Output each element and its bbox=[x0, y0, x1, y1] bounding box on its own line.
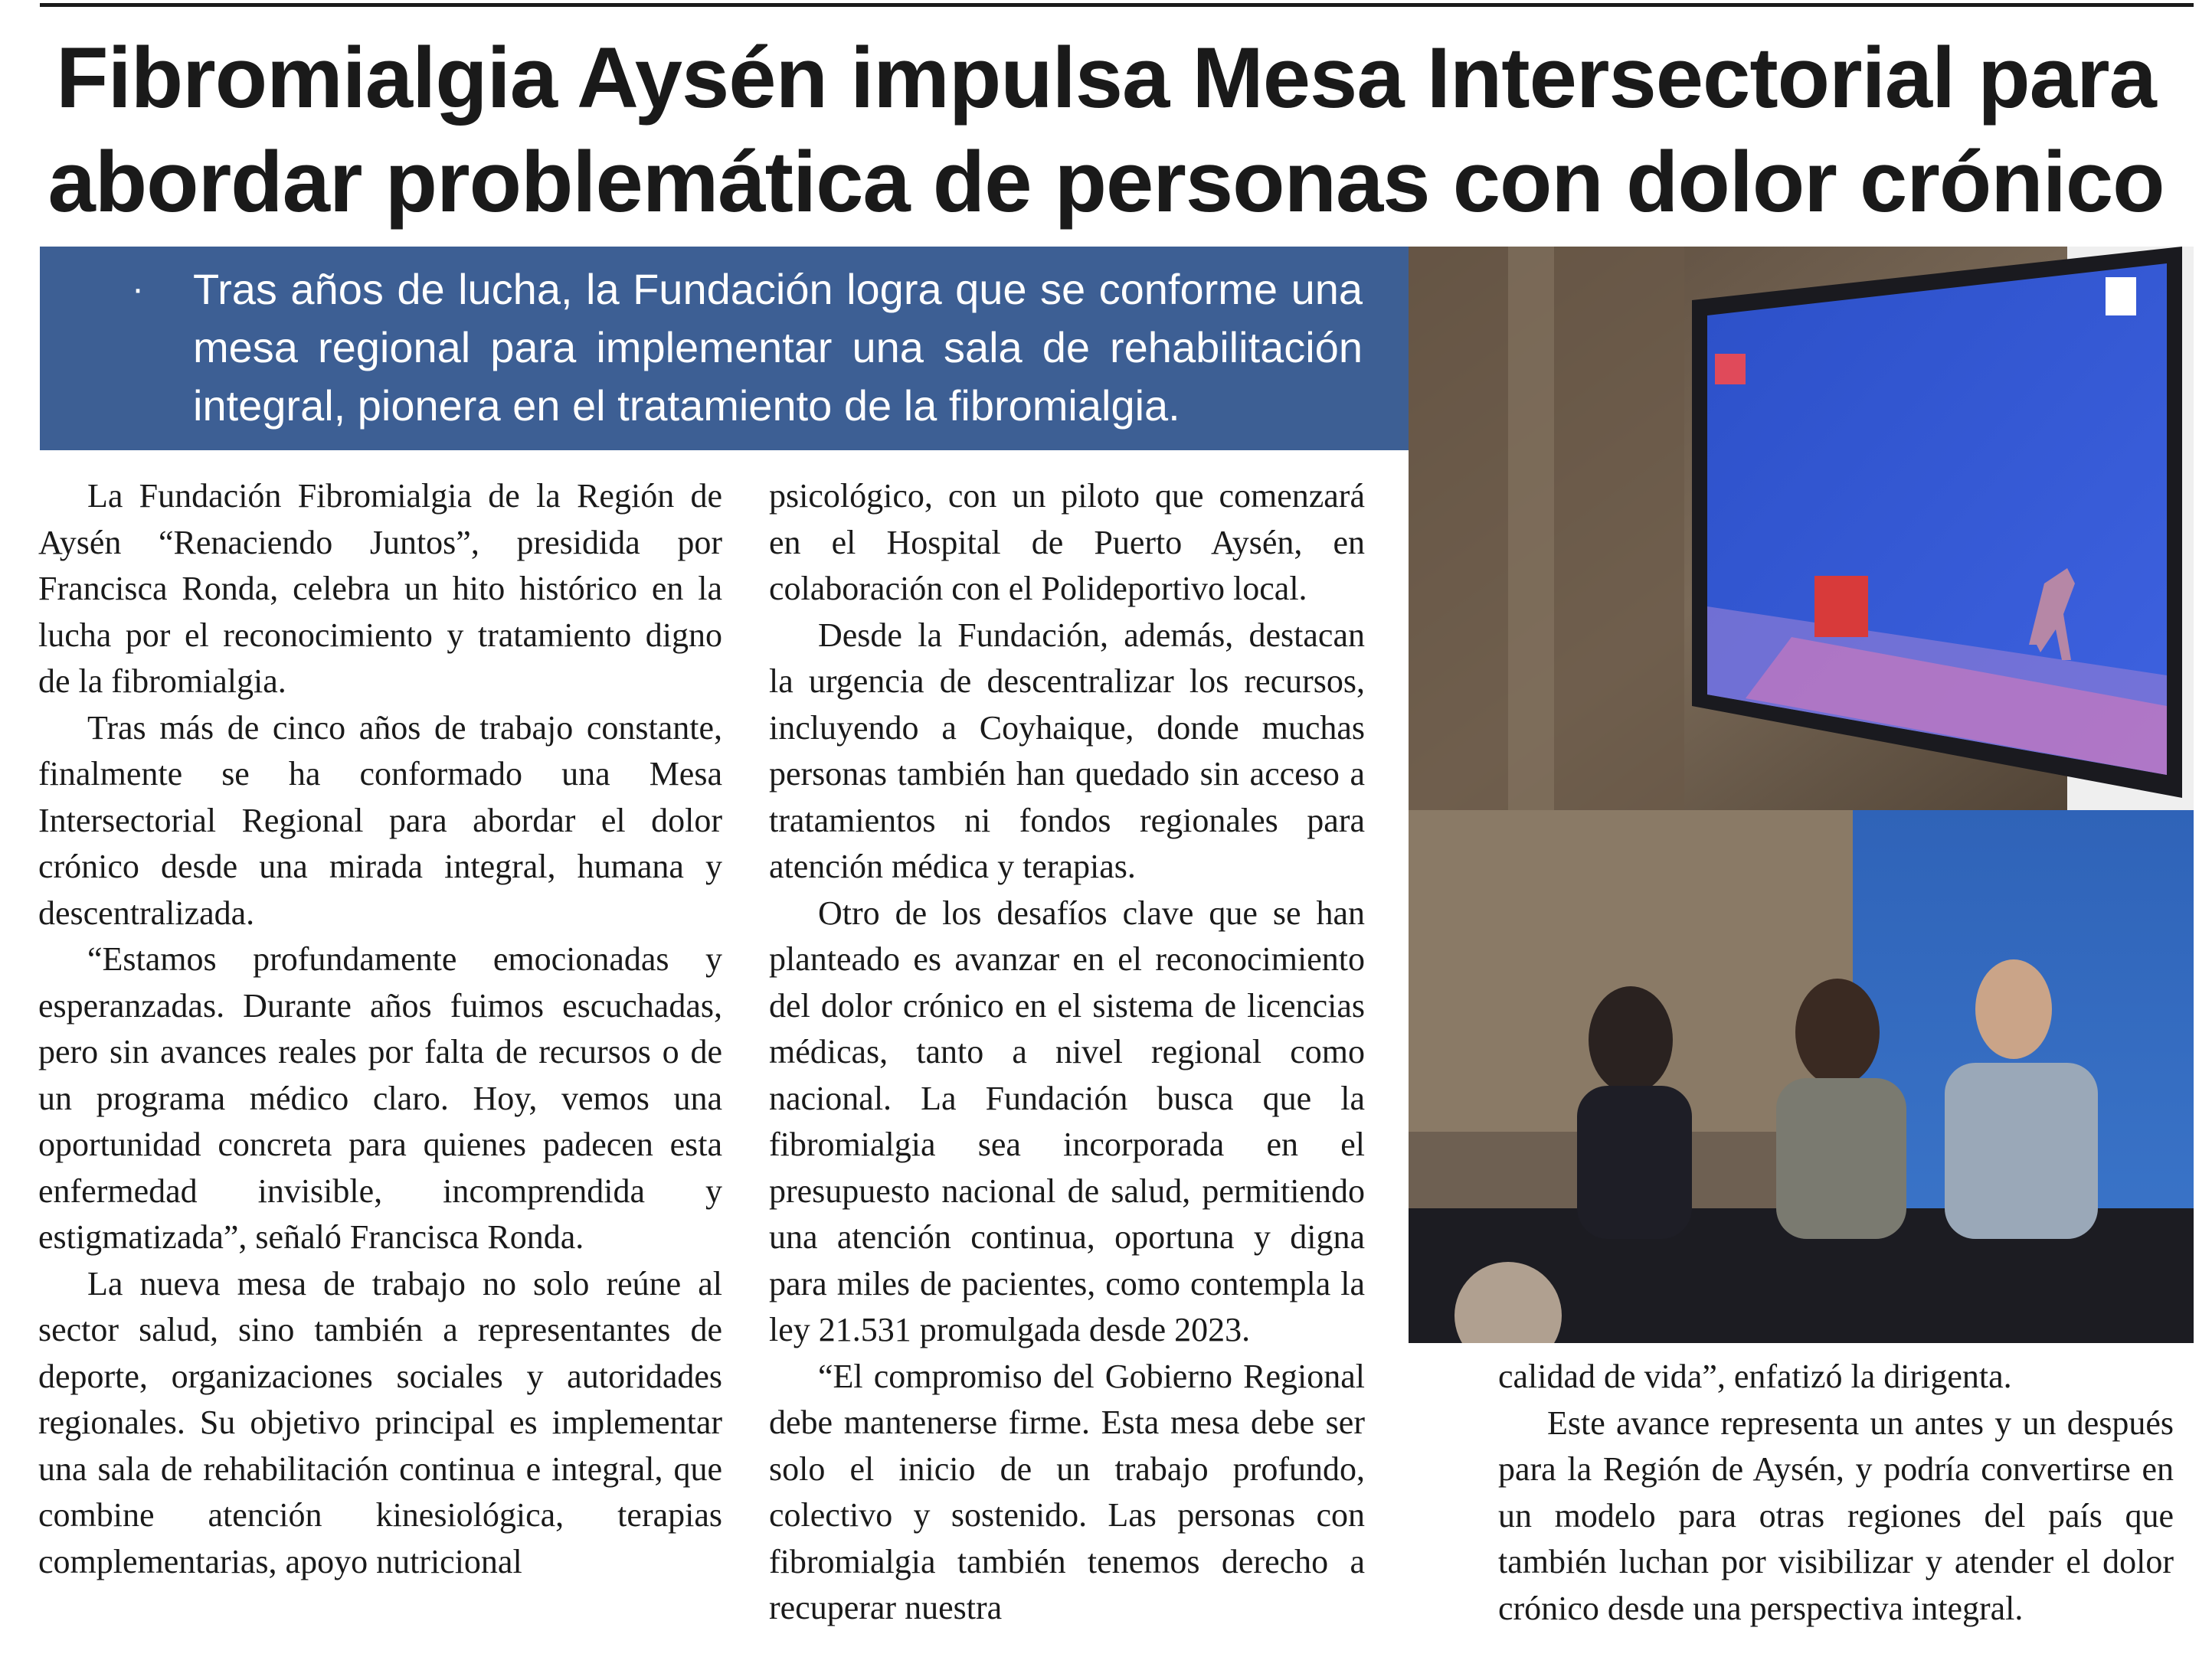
paragraph: La nueva mesa de trabajo no solo reúne al sector salud, sino también a representantes de deporte, organizaciones sociales y autoridades regionales. Su objetivo principal es implementar una sala de rehabilitación continua e integral, que combine atención kinesiológica, terapias complementarias, apoyo nutricional bbox=[38, 1264, 722, 1580]
paragraph: Este avance representa un antes y un después para la Región de Aysén, y podría convertirse en un modelo para otras regiones del país que también luchan por visibilizar y atender el dolor crónico desde una perspectiva integral. bbox=[1498, 1404, 2174, 1627]
body-column-3 bbox=[1498, 1354, 2174, 1632]
photo-presentation-screen bbox=[1409, 247, 2194, 810]
headline bbox=[46, 26, 2166, 234]
body-column-1 bbox=[38, 473, 722, 1585]
headline-line-2: abordar problemática de personas con dolor crónico bbox=[47, 134, 2165, 230]
paragraph: Desde la Fundación, además, destacan la urgencia de descentralizar los recursos, incluyendo a Coyhaique, donde muchas personas también han quedado sin acceso a tratamientos ni fondos regionales para atención médica y terapias. bbox=[769, 616, 1365, 885]
body-column-2 bbox=[769, 473, 1365, 1632]
paragraph: “Estamos profundamente emocionadas y esperanzadas. Durante años fuimos escuchadas, pero sin avances reales por falta de recursos o de un programa médico claro. Hoy, vemos una oportunidad concreta para quienes padecen esta enfermedad invisible, incomprendida y estigmatizada”, señaló Francisca Ronda. bbox=[38, 940, 722, 1256]
paragraph: “El compromiso del Gobierno Regional debe mantenerse firme. Esta mesa debe ser solo el inicio de un trabajo profundo, colectivo y sostenido. Las personas con fibromialgia también tenemos derecho a recuperar nuestra bbox=[769, 1357, 1365, 1626]
headline-line-1: Fibromialgia Aysén impulsa Mesa Intersectorial para bbox=[56, 30, 2156, 126]
photo-meeting bbox=[1409, 810, 2194, 1343]
paragraph: psicológico, con un piloto que comenzará en el Hospital de Puerto Aysén, en colaboración con el Polideportivo local. bbox=[769, 477, 1365, 607]
top-rule bbox=[40, 3, 2194, 7]
lede-text: Tras años de lucha, la Fundación logra que se conforme una mesa regional para implementar una sala de rehabilitación integral, pionera en el tratamiento de la fibromialgia. bbox=[193, 265, 1363, 430]
paragraph: Tras más de cinco años de trabajo constante, finalmente se ha conformado una Mesa Intersectorial Regional para abordar el dolor crónico desde una mirada integral, humana y descentralizada. bbox=[38, 708, 722, 932]
lede-box bbox=[40, 247, 1409, 450]
lede-bullet: · bbox=[132, 269, 144, 309]
paragraph: La Fundación Fibromialgia de la Región de Aysén “Renaciendo Juntos”, presidida por Francisca Ronda, celebra un hito histórico en la lucha por el reconocimiento y tratamiento digno de la fibromialgia. bbox=[38, 477, 722, 700]
paragraph: Otro de los desafíos clave que se han planteado es avanzar en el reconocimiento del dolor crónico en el sistema de licencias médicas, tanto a nivel regional como nacional. La Fundación busca que la fibromialgia sea incorporada en el presupuesto nacional de salud, permitiendo una atención continua, oportuna y digna para miles de pacientes, como contempla la ley 21.531 promulgada desde 2023. bbox=[769, 894, 1365, 1348]
paragraph: calidad de vida”, enfatizó la dirigenta. bbox=[1498, 1358, 2012, 1395]
